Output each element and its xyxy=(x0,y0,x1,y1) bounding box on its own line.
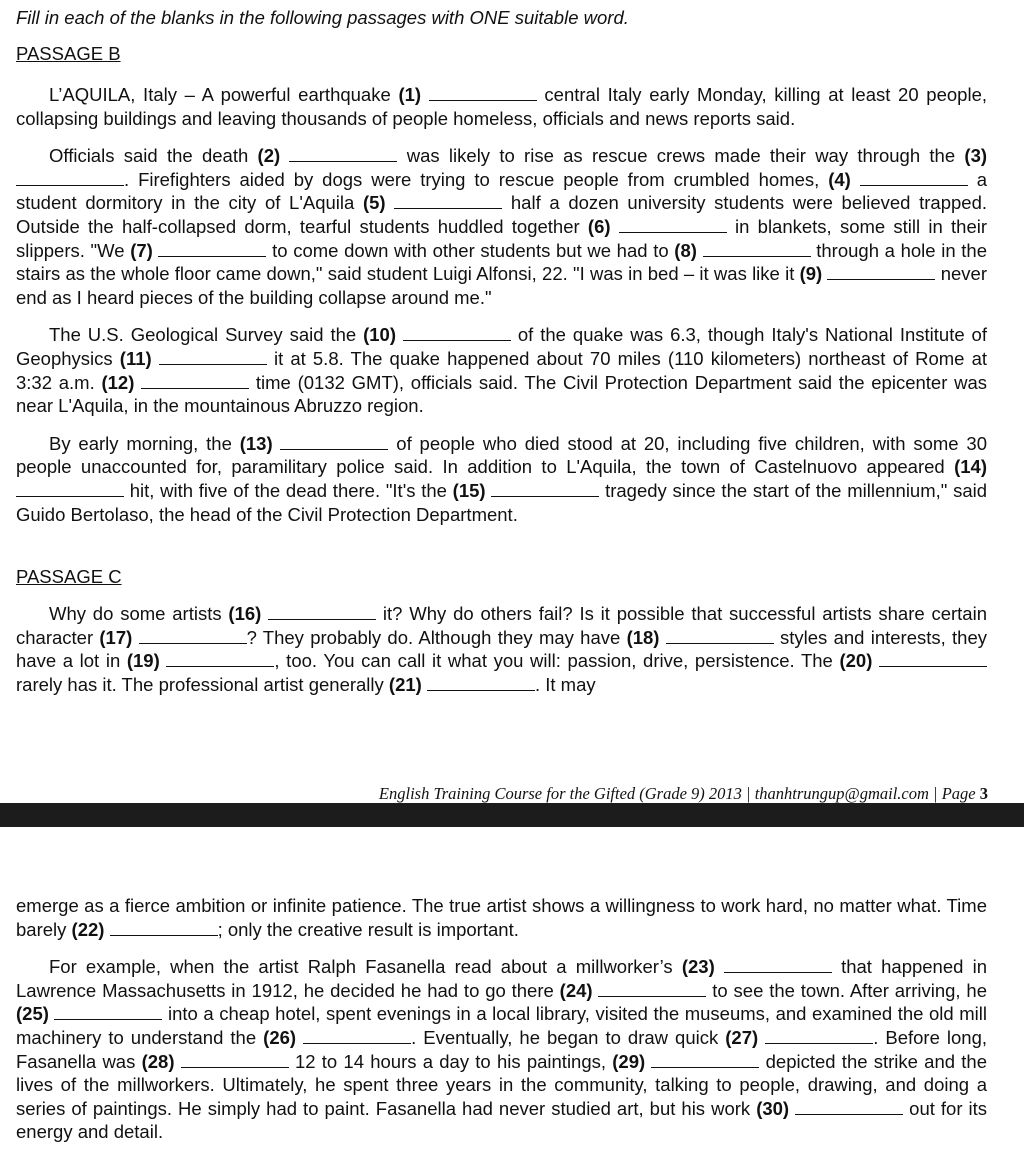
blank-number: (27) xyxy=(725,1026,759,1048)
passage-text: through a hole in the stairs as the whole floor came down," said student Luigi Alfonsi, 22. "I was in bed – it was like it xyxy=(16,239,988,285)
passage-text: rarely has it. The professional artist generally xyxy=(16,673,389,695)
blank-number: (2) xyxy=(257,145,281,167)
passage-text: ? They probably do. Although they may have xyxy=(246,626,627,648)
answer-blank[interactable] xyxy=(724,958,832,973)
blank-number: (25) xyxy=(16,1003,49,1025)
passage-text: 12 to 14 hours a day to his paintings, xyxy=(288,1050,613,1072)
passage-text: it? Why do others fail? Is it possible that successful artists share certain character xyxy=(16,603,987,648)
passage-text: time (0132 GMT), officials said. The Civil Protection Department said the epicenter was near L'Aquila, in the mountainous Abruzzo region. xyxy=(16,371,988,417)
blank-number: (29) xyxy=(612,1050,646,1072)
blank-number: (23) xyxy=(681,956,715,978)
answer-blank[interactable] xyxy=(139,629,247,644)
answer-blank[interactable] xyxy=(280,435,388,450)
passage-text: . Firefighters aided by dogs were trying to rescue people from crumbled homes, xyxy=(124,168,829,190)
passage-c-paragraph-1 xyxy=(16,602,987,696)
passage-c xyxy=(16,565,987,588)
blank-number: (10) xyxy=(363,324,397,346)
passage-b-paragraph-3 xyxy=(16,323,987,417)
blank-number: (30) xyxy=(756,1097,790,1119)
blank-number: (19) xyxy=(126,650,160,672)
page-separator xyxy=(0,803,1024,827)
passage-text: Why do some artists xyxy=(49,603,229,624)
answer-blank[interactable] xyxy=(795,1100,903,1115)
blank-number: (13) xyxy=(239,432,273,454)
passage-text: styles and interests, they have a lot in xyxy=(16,626,988,672)
answer-blank[interactable] xyxy=(159,350,267,365)
blank-number: (16) xyxy=(228,603,262,624)
answer-blank[interactable] xyxy=(619,218,727,233)
passage-text: emerge as a fierce ambition or infinite patience. The true artist shows a willingness to work hard, no matter what. Time barely xyxy=(16,895,987,940)
passage-c-body xyxy=(16,602,987,696)
passage-text: tragedy since the start of the millennium," said Guido Bertolaso, the head of the Civil Protection Department. xyxy=(16,479,988,525)
passage-text: of the quake was 6.3, though Italy's National Institute of Geophysics xyxy=(16,324,987,369)
page-footer xyxy=(379,784,988,804)
blank-number: (28) xyxy=(141,1050,175,1072)
answer-blank[interactable] xyxy=(303,1029,411,1044)
passage-text: depicted the strike and the lives of the millworkers. Ultimately, he spent three years in the community, talking to people, drawing, and doing a series of paintings. He simply had to paint. Fasanella had never studied art, but his work xyxy=(16,1050,987,1119)
passage-text: half a dozen university students were believed trapped. Outside the half-collapsed dorm, tearful students huddled together xyxy=(16,192,987,237)
answer-blank[interactable] xyxy=(879,652,987,667)
passage-text: into a cheap hotel, spent evenings in a local library, visited the museums, and examined the old mill machinery to understand the xyxy=(16,1003,987,1048)
answer-blank[interactable] xyxy=(491,482,599,497)
page-4 xyxy=(0,827,1024,1155)
blank-number: (17) xyxy=(99,626,133,648)
passage-text: . Before long, Fasanella was xyxy=(16,1026,988,1072)
answer-blank[interactable] xyxy=(666,629,774,644)
passage-c-paragraph-1-continued xyxy=(16,894,987,941)
answer-blank[interactable] xyxy=(860,171,968,186)
passage-text: out for its energy and detail. xyxy=(16,1097,988,1143)
passage-text: For example, when the artist Ralph Fasanella read about a millworker’s xyxy=(49,956,682,978)
passage-text: to come down with other students but we had to xyxy=(266,239,675,261)
passage-text: ; only the creative result is important. xyxy=(217,918,519,940)
answer-blank[interactable] xyxy=(16,171,124,186)
passage-text: The U.S. Geological Survey said the xyxy=(49,324,364,346)
answer-blank[interactable] xyxy=(598,982,706,997)
blank-number: (5) xyxy=(362,192,386,214)
passage-text: that happened in Lawrence Massachusetts in 1912, he decided he had to go there xyxy=(16,956,987,1001)
answer-blank[interactable] xyxy=(141,374,249,389)
passage-c-continued xyxy=(16,894,987,1144)
answer-blank[interactable] xyxy=(166,652,274,667)
blank-number: (6) xyxy=(587,215,611,237)
footer-text: English Training Course for the Gifted (Grade 9) 2013 | thanhtrungup@gmail.com | Page xyxy=(378,784,980,803)
blank-number: (24) xyxy=(559,979,593,1001)
answer-blank[interactable] xyxy=(403,326,511,341)
blank-number: (15) xyxy=(452,479,486,501)
passage-text: , too. You can call it what you will: passion, drive, persistence. The xyxy=(274,650,840,672)
blank-number: (11) xyxy=(119,347,152,369)
answer-blank[interactable] xyxy=(54,1005,162,1020)
answer-blank[interactable] xyxy=(651,1053,759,1068)
passage-c-paragraph-2 xyxy=(16,955,987,1144)
blank-number: (14) xyxy=(954,456,987,478)
blank-number: (7) xyxy=(130,239,153,261)
passage-text: of people who died stood at 20, including five children, with some 30 people unaccounted for, paramilitary police said. In addition to L'Aquila, the town of Castelnuovo appeared xyxy=(16,432,987,478)
answer-blank[interactable] xyxy=(703,242,811,257)
passage-text: it at 5.8. The quake happened about 70 miles (110 kilometers) northeast of Rome at 3:32 a.m. xyxy=(16,347,988,393)
answer-blank[interactable] xyxy=(268,605,376,620)
answer-blank[interactable] xyxy=(158,242,266,257)
answer-blank[interactable] xyxy=(827,265,935,280)
passage-text: in blankets, some still in their slippers. "We xyxy=(16,215,987,261)
passage-text: never end as I heard pieces of the building collapse around me." xyxy=(16,263,987,308)
passage-b-paragraph-4 xyxy=(16,432,987,526)
blank-number: (8) xyxy=(674,239,697,261)
passage-text: to see the town. After arriving, he xyxy=(706,979,987,1001)
passage-text: . Eventually, he began to draw quick xyxy=(411,1026,726,1048)
blank-number: (20) xyxy=(839,650,873,672)
answer-blank[interactable] xyxy=(427,676,535,691)
blank-number: (26) xyxy=(263,1026,297,1048)
blank-number: (9) xyxy=(799,263,823,285)
answer-blank[interactable] xyxy=(765,1029,873,1044)
passage-c-heading: PASSAGE C xyxy=(16,566,122,587)
answer-blank[interactable] xyxy=(429,86,537,101)
passage-text: central Italy early Monday, killing at least 20 people, collapsing buildings and leaving thousands of people homeless, officials and news reports said. xyxy=(16,84,987,129)
blank-number: (12) xyxy=(101,371,135,393)
passage-b-paragraph-1 xyxy=(16,83,987,130)
passage-text: . It may xyxy=(534,673,596,695)
answer-blank[interactable] xyxy=(394,194,502,209)
passage-b xyxy=(16,42,987,65)
blank-number: (3) xyxy=(964,145,988,167)
passage-text: hit, with five of the dead there. "It's the xyxy=(124,479,453,501)
passage-text: L’AQUILA, Italy – A powerful earthquake xyxy=(49,84,399,105)
passage-b-body xyxy=(16,83,987,526)
instruction-text: Fill in each of the blanks in the following passages with ONE suitable word. xyxy=(16,7,629,28)
blank-number: (4) xyxy=(828,168,851,190)
blank-number: (1) xyxy=(398,84,422,105)
answer-blank[interactable] xyxy=(16,482,124,497)
answer-blank[interactable] xyxy=(289,147,397,162)
passage-text: was likely to rise as rescue crews made their way through the xyxy=(397,145,965,167)
passage-b-paragraph-2 xyxy=(16,144,987,309)
passage-text: Officials said the death xyxy=(49,145,258,167)
answer-blank[interactable] xyxy=(181,1053,289,1068)
passage-b-heading: PASSAGE B xyxy=(16,43,121,64)
answer-blank[interactable] xyxy=(110,921,218,936)
blank-number: (21) xyxy=(388,673,422,695)
blank-number: (22) xyxy=(71,918,105,940)
passage-text: By early morning, the xyxy=(49,432,240,454)
passage-text: a student dormitory in the city of L'Aquila xyxy=(16,168,987,214)
blank-number: (18) xyxy=(626,626,660,648)
page-number: 3 xyxy=(979,784,988,803)
